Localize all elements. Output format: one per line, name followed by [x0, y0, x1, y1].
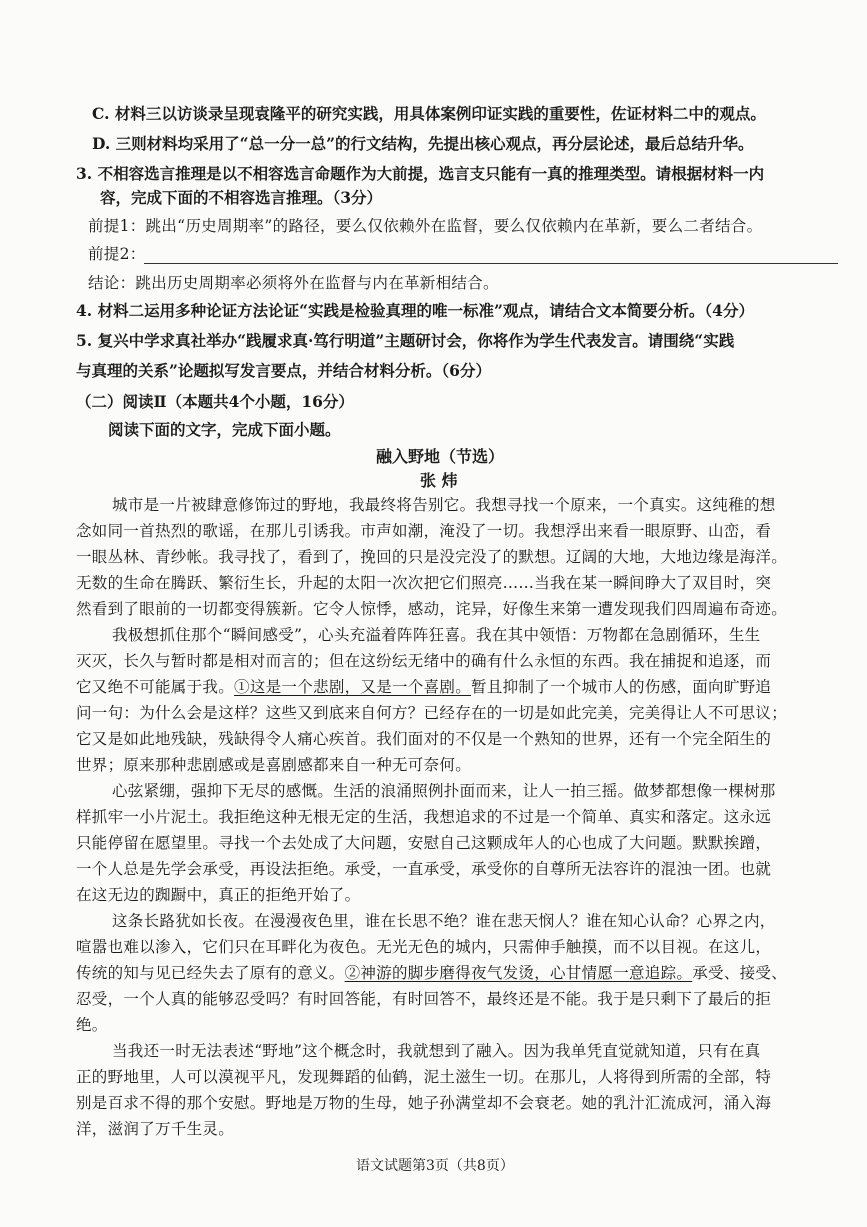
- question-4: 4. 材料二运用多种论证方法论证“实践是检验真理的唯一标准”观点，请结合文本简要分析。（4分）: [76, 301, 754, 320]
- article-p2-line3-pre: 它又绝不可能属于我。: [76, 678, 235, 696]
- article-p1-line4: 无数的生命在腾跃、繁衍生长，升起的太阳一次次把它们照亮……当我在某一瞬间睁大了双目时，突: [76, 574, 772, 592]
- article-p4-line3-pre: 传统的知与见已经失去了原有的意义。: [76, 964, 345, 982]
- article-p3-line3: 只能停留在愿望里。寻找一个去处成了大问题，安慰自己这颗成年人的心也成了大问题。默默挨蹭，: [76, 834, 772, 852]
- article-p5-line1: 当我还一时无法表述“野地”这个概念时，我就想到了融入。因为我单凭直觉就知道，只有在真: [112, 1042, 761, 1060]
- article-p4-line2: 喧嚣也难以渗入，它们只在耳畔化为夜色。无光无色的城内，只需伸手触摸，而不以目视。在这儿，: [76, 938, 772, 956]
- article-p1-line2: 念如同一首热烈的歌谣，在那儿引诱我。市声如潮，淹没了一切。我想浮出来看一眼原野、山峦，看: [76, 522, 772, 540]
- article-p3-line4: 一个人总是先学会承受，再设法拒绝。承受，一直承受，承受你的自尊所无法容许的混浊一团。也就: [76, 860, 772, 878]
- article-title: 融入野地（节选）: [376, 447, 505, 466]
- article-p4-line3-post: 承受、接受、: [692, 964, 788, 982]
- question-5-line2: 与真理的关系”论题拟写发言要点，并结合材料分析。（6分）: [76, 361, 491, 380]
- premise-2-answer-line[interactable]: [144, 263, 838, 264]
- conclusion: 结论：跳出历史周期率必须将外在监督与内在革新相结合。: [88, 274, 499, 292]
- option-c: C. 材料三以访谈录呈现袁隆平的研究实践，用具体案例印证实践的重要性，佐证材料二中的观点。: [92, 104, 766, 123]
- article-p2-line3: [76, 676, 771, 698]
- section-2-instruction: 阅读下面的文字，完成下面小题。: [108, 420, 341, 439]
- article-p1-line1: 城市是一片被肆意修饰过的野地，我最终将告别它。我想寻找一个原来，一个真实。这纯稚的想: [112, 496, 776, 514]
- underlined-sentence-1: ①这是一个悲剧，又是一个喜剧。: [234, 678, 472, 696]
- article-p5-line2: 正的野地里，人可以漠视平凡，发现舞蹈的仙鹤，泥土滋生一切。在那儿，人将得到所需的全部，特: [76, 1068, 772, 1086]
- article-p2-line3-post: 暂且抑制了一个城市人的伤感，面向旷野追: [471, 678, 772, 696]
- article-p2-line2: 灭灭，长久与暂时都是相对而言的；但在这纷纭无绪中的确有什么永恒的东西。我在捕捉和追逐，而: [76, 652, 772, 670]
- underlined-sentence-2: ②神游的脚步磨得夜气发烫，心甘情愿一意追踪。: [344, 964, 693, 982]
- article-p4-line4: 忍受，一个人真的能够忍受吗？有时回答能，有时回答不，最终还是不能。我于是只剩下了最后的拒: [76, 990, 772, 1008]
- article-author: 张 炜: [420, 471, 458, 490]
- premise-1: 前提1：跳出“历史周期率”的路径，要么仅依赖外在监督，要么仅依赖内在革新，要么二者结合。: [88, 217, 763, 235]
- article-p2-line6: 世界；原来那种悲剧感或是喜剧感都来自一种无可奈何。: [76, 756, 472, 774]
- page-footer: 语文试题第3页（共8页）: [356, 1158, 514, 1174]
- premise-2-label: 前提2：: [88, 245, 146, 263]
- question-3-line2: 容，完成下面的不相容选言推理。（3分）: [100, 188, 383, 207]
- article-p3-line5: 在这无边的踟蹰中，真正的拒绝开始了。: [76, 886, 361, 904]
- question-3-line1: 3. 不相容选言推理是以不相容选言命题作为大前提，选言支只能有一真的推理类型。请根据材料一内: [76, 164, 765, 183]
- article-p1-line5: 然看到了眼前的一切都变得簇新。它令人惊悸，感动，诧异，好像生来第一遭发现我们四周遍布奇迹。: [76, 600, 788, 618]
- article-p4-line1: 这条长路犹如长夜。在漫漫夜色里，谁在长思不绝？谁在悲天悯人？谁在知心认命？心界之内，: [112, 912, 776, 930]
- article-p2-line5: 它又是如此地残缺，残缺得令人痛心疾首。我们面对的不仅是一个熟知的世界，还有一个完全陌生的: [76, 730, 772, 748]
- article-p3-line1: 心弦紧绷，强抑下无尽的感慨。生活的浪涌照例扑面而来，让人一拍三摇。做梦都想像一棵树那: [112, 782, 776, 800]
- article-p3-line2: 样抓牢一小片泥土。我拒绝这种无根无定的生活，我想追求的不过是一个简单、真实和落定。这永远: [76, 808, 772, 826]
- article-p4-line3: [76, 962, 787, 984]
- article-p5-line3: 别是百求不得的那个安慰。野地是万物的生母，她子孙满堂却不会衰老。她的乳汁汇流成河，涌入海: [76, 1094, 772, 1112]
- article-p2-line1: 我极想抓住那个“瞬间感受”，心头充溢着阵阵狂喜。我在其中领悟：万物都在急剧循环，生生: [112, 626, 761, 644]
- option-d: D. 三则材料均采用了“总一分一总”的行文结构，先提出核心观点，再分层论述，最后总结升华。: [92, 134, 754, 153]
- article-p1-line3: 一眼丛林、青纱帐。我寻找了，看到了，挽回的只是没完没了的默想。辽阔的大地，大地边缘是海洋。: [76, 548, 788, 566]
- article-p5-line4: 洋，滋润了万千生灵。: [76, 1120, 235, 1138]
- section-2-heading: （二）阅读Ⅱ（本题共4个小题，16分）: [76, 392, 354, 411]
- question-5-line1: 5. 复兴中学求真社举办“践履求真·笃行明道”主题研讨会，你将作为学生代表发言。请围绕“实践: [76, 331, 735, 350]
- article-p2-line4: 问一句：为什么会是这样？这些又到底来自何方？已经存在的一切是如此完美，完美得让人不可思议；: [76, 704, 788, 722]
- article-p4-line5: 绝。: [76, 1016, 108, 1034]
